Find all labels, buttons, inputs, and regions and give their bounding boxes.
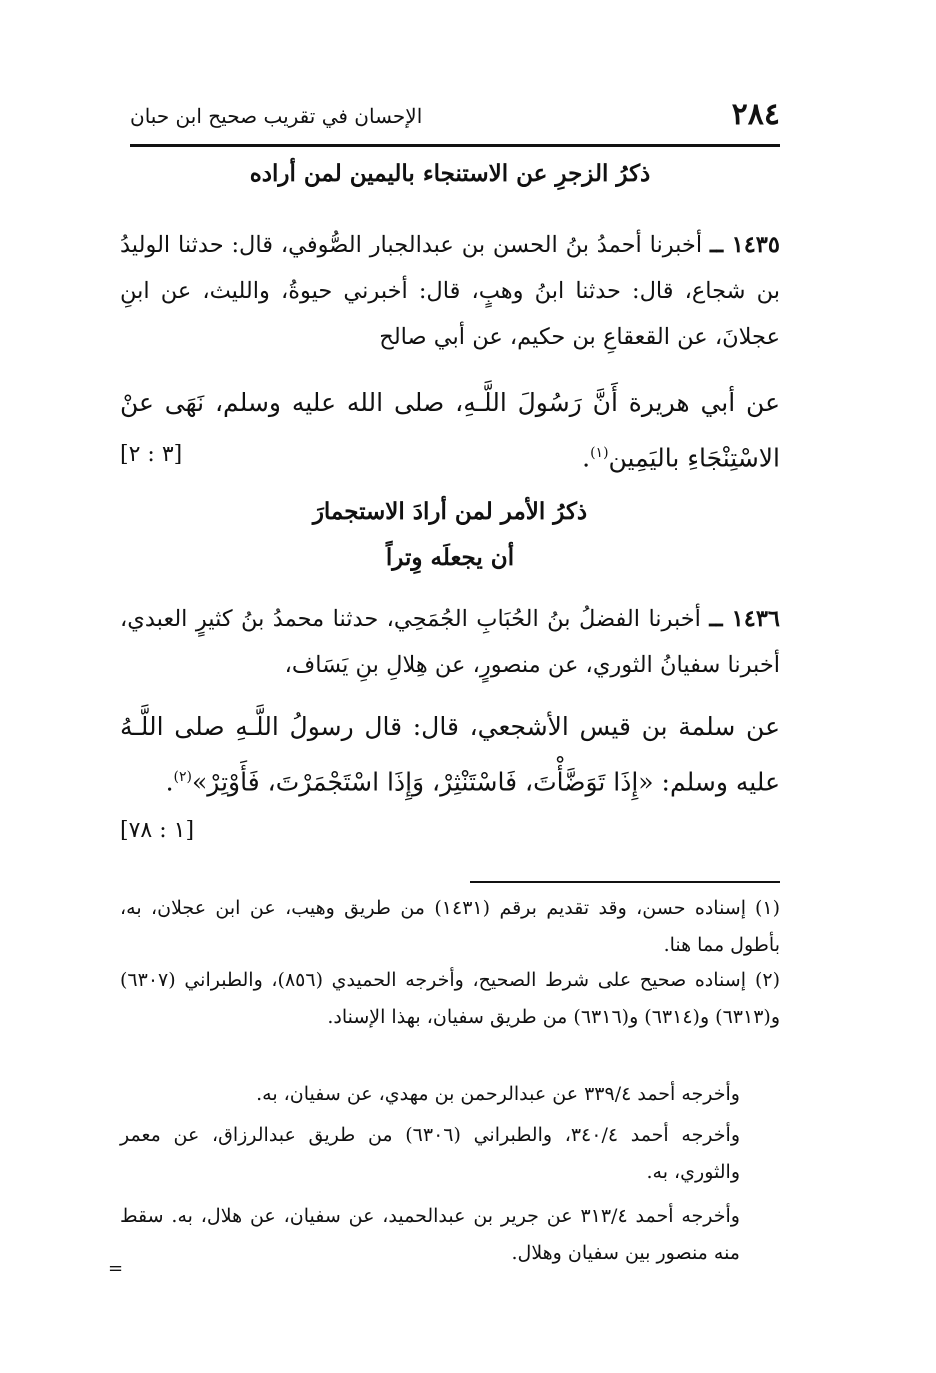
hadith-1436-matn [120,702,780,852]
footnote-para: وأخرجه أحمد ٣٣٩/٤ عن عبدالرحمن بن مهدي، عن سفيان، به. [256,1083,740,1105]
page-number: ٢٨٤ [731,97,780,132]
isnad-text: أخبرنا أحمدُ بنُ الحسن بن عبدالجبار الصُّوفي، قال: حدثنا الوليدُ بن شجاع، قال: حدثنا ابنُ وهبٍ، قال: أخبرني حيوةُ، والليث، عن ابنِ عجلانَ، عن القعقاعِ بن حكيم، عن أبي صالح [120,232,780,350]
footnote-marker: (١) [590,445,609,461]
section2-title-line2: أن يجعلَه وِتراً [385,544,515,571]
hadith-number: ١٤٣٦ ــ [709,606,780,632]
footnote-text: إسناده صحيح على شرط الصحيح، وأخرجه الحميدي (٨٥٦)، والطبراني (٦٣٠٧) و(٦٣١٣) و(٦٣١٤) و(٦٣١٦) من طريق سفيان، بهذا الإسناد. [120,969,780,1028]
isnad-text: أخبرنا الفضلُ بنُ الحُبَابِ الجُمَحِي، حدثنا محمدُ بنُ كثيرٍ العبدي، أخبرنا سفيانُ الثوري، عن منصورٍ، عن هِلالِ بنِ يَسَاف، [120,606,780,678]
matn-end: . [582,443,591,473]
continuation-mark: = [108,1258,124,1279]
hadith-reference: [٣ : ٢] [120,442,183,467]
matn-text: عن سلمة بن قيس الأشجعي، قال: قال رسولُ اللَّـهِ صلى اللَّـهُ عليه وسلم: «إِذَا تَوَضَّأْتَ، فَاسْتَنْثِرْ، وَإِذَا اسْتَجْمَرْتَ، فَأَوْتِرْ» [120,712,780,797]
header-rule [130,144,780,147]
footnote-para: وأخرجه أحمد ٣١٣/٤ عن جرير بن عبدالحميد، عن سفيان، عن هلال، به. سقط منه منصور بين سفيان وهلال. [120,1205,740,1264]
running-title: الإحسان في تقريب صحيح ابن حبان [130,104,423,128]
footnote-marker: (٢) [173,769,192,785]
footnote-text: إسناده حسن، وقد تقديم برقم (١٤٣١) من طريق وهيب، عن ابن عجلان، به، بأطول مما هنا. [120,897,780,956]
hadith-number: ١٤٣٥ ــ [709,232,780,258]
hadith-1435-matn [120,378,780,478]
hadith-reference: [١ : ٧٨] [120,818,195,843]
matn-end: . [165,767,174,797]
hadith-1435-isnad [120,222,780,362]
footnote-2 [120,962,780,1036]
footnote-1 [120,890,780,964]
matn-text: عن أبي هريرة أَنَّ رَسُولَ اللَّـهِ، صلى الله عليه وسلم، نَهَى عنْ الاسْتِنْجَاءِ باليَمِين [120,388,780,473]
section2-title-line1: ذكرُ الأمر لمن أرادَ الاستجمارَ [312,498,588,525]
footnote-label: (٢) [754,969,780,991]
footnote-para: وأخرجه أحمد ٣٤٠/٤، والطبراني (٦٣٠٦) من طريق عبدالرزاق، عن معمر والثوري، به. [120,1124,740,1183]
hadith-1436-isnad [120,596,780,692]
footnote-rule [470,881,780,883]
footnote-label: (١) [754,897,781,919]
section1-title: ذكرُ الزجرِ عن الاستنجاء باليمين لمن أراده [249,160,651,187]
page-header [130,92,780,138]
